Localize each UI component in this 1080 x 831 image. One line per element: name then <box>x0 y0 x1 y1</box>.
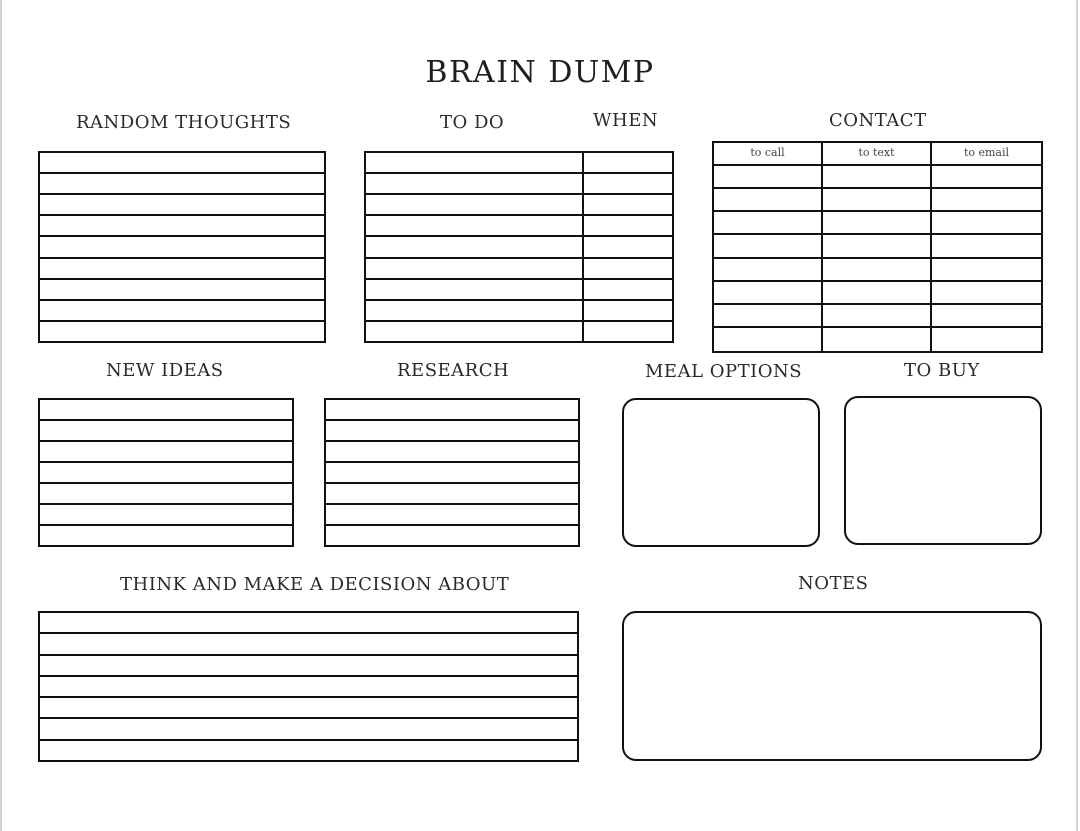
writing-line[interactable] <box>366 299 672 320</box>
contact-cell[interactable] <box>714 166 823 189</box>
contact-cell[interactable] <box>714 259 823 282</box>
writing-line[interactable] <box>40 400 292 419</box>
writing-line[interactable] <box>326 524 578 545</box>
writing-line[interactable] <box>40 524 292 545</box>
when-column-divider <box>582 153 584 341</box>
contact-cell[interactable] <box>932 212 1041 235</box>
writing-line[interactable] <box>40 320 324 341</box>
contact-cell[interactable] <box>714 235 823 258</box>
writing-line[interactable] <box>40 278 324 299</box>
contact-cell[interactable] <box>823 282 932 305</box>
research-label: RESEARCH <box>397 360 510 381</box>
contact-cell[interactable] <box>932 235 1041 258</box>
to-do-label: TO DO <box>440 112 505 133</box>
contact-cell[interactable] <box>823 235 932 258</box>
contact-cell[interactable] <box>932 282 1041 305</box>
contact-cell[interactable] <box>932 328 1041 351</box>
notes-box[interactable] <box>622 611 1042 761</box>
writing-line[interactable] <box>326 400 578 419</box>
contact-column-header: to call <box>714 143 823 166</box>
contact-cell[interactable] <box>714 282 823 305</box>
writing-line[interactable] <box>40 717 577 738</box>
contact-column-header: to text <box>823 143 932 166</box>
contact-column-header: to email <box>932 143 1041 166</box>
writing-line[interactable] <box>366 193 672 214</box>
page-title: BRAIN DUMP <box>425 55 655 90</box>
random-thoughts-label: RANDOM THOUGHTS <box>76 112 292 133</box>
writing-line[interactable] <box>40 214 324 235</box>
new-ideas-box[interactable] <box>38 398 294 547</box>
writing-line[interactable] <box>40 482 292 503</box>
think-decision-label: THINK AND MAKE A DECISION ABOUT <box>120 574 510 595</box>
contact-cell[interactable] <box>823 259 932 282</box>
writing-line[interactable] <box>366 153 672 172</box>
meal-options-label: MEAL OPTIONS <box>645 361 803 382</box>
writing-line[interactable] <box>40 675 577 696</box>
writing-line[interactable] <box>40 696 577 717</box>
writing-line[interactable] <box>40 440 292 461</box>
to-buy-label: TO BUY <box>904 360 980 381</box>
meal-options-box[interactable] <box>622 398 820 547</box>
research-box[interactable] <box>324 398 580 547</box>
writing-line[interactable] <box>366 257 672 278</box>
contact-cell[interactable] <box>932 189 1041 212</box>
writing-line[interactable] <box>40 257 324 278</box>
writing-line[interactable] <box>366 172 672 193</box>
contact-cell[interactable] <box>932 166 1041 189</box>
when-label: WHEN <box>593 110 659 131</box>
writing-line[interactable] <box>326 503 578 524</box>
writing-line[interactable] <box>40 299 324 320</box>
writing-line[interactable] <box>326 440 578 461</box>
contact-cell[interactable] <box>714 305 823 328</box>
writing-line[interactable] <box>40 235 324 256</box>
writing-line[interactable] <box>326 419 578 440</box>
contact-cell[interactable] <box>932 305 1041 328</box>
writing-line[interactable] <box>40 419 292 440</box>
writing-line[interactable] <box>40 153 324 172</box>
contact-cell[interactable] <box>714 212 823 235</box>
contact-cell[interactable] <box>823 212 932 235</box>
writing-line[interactable] <box>40 172 324 193</box>
writing-line[interactable] <box>366 278 672 299</box>
think-decision-box[interactable] <box>38 611 579 762</box>
contact-cell[interactable] <box>714 328 823 351</box>
random-thoughts-box[interactable] <box>38 151 326 343</box>
contact-cell[interactable] <box>823 328 932 351</box>
writing-line[interactable] <box>366 320 672 341</box>
to-do-box[interactable] <box>364 151 674 343</box>
new-ideas-label: NEW IDEAS <box>106 360 224 381</box>
to-buy-box[interactable] <box>844 396 1042 545</box>
writing-line[interactable] <box>40 654 577 675</box>
writing-line[interactable] <box>40 739 577 760</box>
writing-line[interactable] <box>366 214 672 235</box>
writing-line[interactable] <box>40 461 292 482</box>
contact-table[interactable] <box>712 141 1043 353</box>
writing-line[interactable] <box>40 613 577 632</box>
contact-cell[interactable] <box>823 305 932 328</box>
writing-line[interactable] <box>40 193 324 214</box>
writing-line[interactable] <box>40 632 577 653</box>
writing-line[interactable] <box>366 235 672 256</box>
notes-label: NOTES <box>798 573 869 594</box>
contact-cell[interactable] <box>714 189 823 212</box>
contact-label: CONTACT <box>829 110 927 131</box>
contact-cell[interactable] <box>823 166 932 189</box>
contact-cell[interactable] <box>932 259 1041 282</box>
writing-line[interactable] <box>326 461 578 482</box>
writing-line[interactable] <box>326 482 578 503</box>
writing-line[interactable] <box>40 503 292 524</box>
contact-cell[interactable] <box>823 189 932 212</box>
